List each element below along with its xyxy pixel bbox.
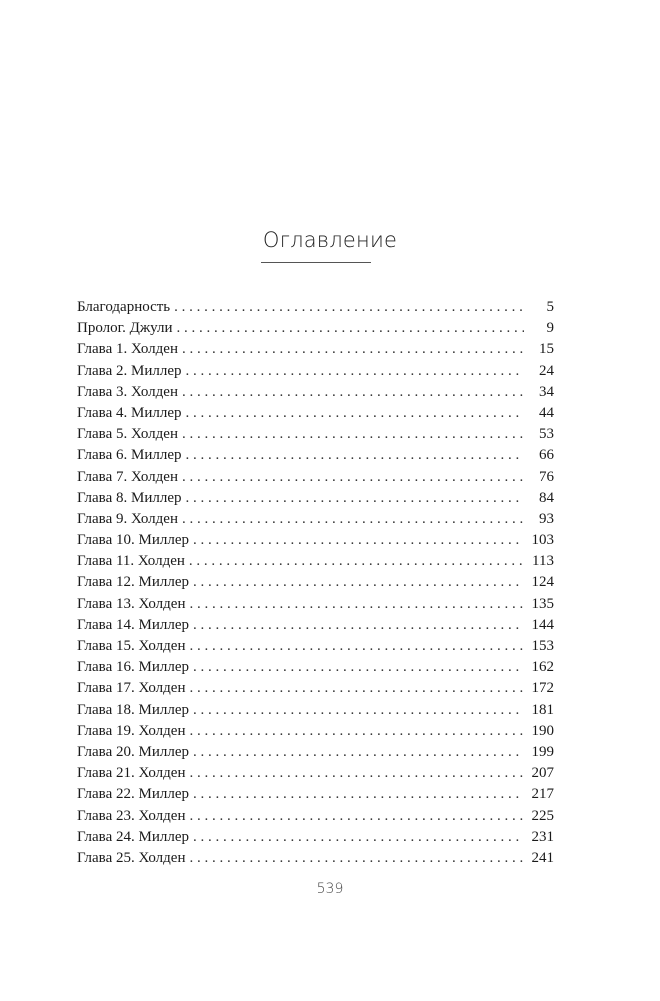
toc-entry-label: Глава 4. Миллер (77, 404, 182, 421)
toc-entry-page: 34 (539, 383, 554, 400)
toc-entry-page: 15 (539, 341, 554, 358)
toc-entry-label: Глава 15. Холден (77, 638, 186, 654)
dot-leader (182, 467, 524, 488)
dot-leader (174, 297, 524, 318)
dot-leader (185, 403, 524, 424)
toc-entry-label: Благодарность (77, 299, 171, 315)
dot-leader (193, 784, 524, 805)
toc-entry[interactable] (77, 403, 554, 424)
toc-entry-page: 66 (539, 447, 554, 464)
dot-leader (182, 509, 524, 530)
toc-entry-label: Глава 11. Холден (77, 553, 185, 570)
toc-entry-label: Глава 8. Миллер (77, 489, 182, 506)
dot-leader (189, 806, 524, 827)
toc-entry-page: 181 (531, 701, 554, 718)
toc-entry-label: Глава 3. Холден (77, 383, 178, 400)
dot-leader (189, 551, 524, 572)
dot-leader (185, 445, 524, 466)
toc-entry-page: 207 (531, 765, 554, 782)
dot-leader (189, 721, 524, 742)
toc-entry-page: 231 (531, 828, 554, 845)
toc-entry-page: 5 (546, 299, 554, 315)
toc-entry[interactable] (77, 339, 554, 360)
dot-leader (193, 742, 524, 763)
toc-entry-label: Глава 13. Холден (77, 595, 186, 612)
toc-entry[interactable] (77, 551, 554, 572)
toc-entry[interactable] (77, 445, 554, 466)
dot-leader (193, 572, 524, 593)
dot-leader (189, 763, 524, 784)
toc-entry-page: 124 (531, 574, 554, 591)
toc-entry[interactable] (77, 848, 554, 869)
toc-entry-page: 190 (531, 722, 554, 739)
toc-entry-label: Глава 20. Миллер (77, 743, 189, 760)
toc-entry[interactable] (77, 636, 554, 657)
dot-leader (189, 678, 524, 699)
toc-entry[interactable] (77, 784, 554, 805)
toc-entry-label: Глава 5. Холден (77, 426, 178, 443)
toc-entry-label: Глава 17. Холден (77, 680, 186, 697)
dot-leader (189, 848, 524, 869)
toc-entry-page: 84 (539, 489, 554, 506)
toc-entry[interactable] (77, 657, 554, 678)
toc-entry-page: 162 (531, 659, 554, 676)
toc-entry-label: Глава 16. Миллер (77, 659, 189, 676)
toc-entry-label: Глава 24. Миллер (77, 828, 189, 845)
toc-entry-page: 76 (539, 468, 554, 485)
dot-leader (193, 657, 524, 678)
toc-entry[interactable] (77, 806, 554, 827)
dot-leader (193, 530, 524, 551)
dot-leader (177, 318, 524, 339)
toc-title: Оглавление (262, 228, 398, 252)
toc-entry-page: 113 (532, 553, 554, 570)
page-number: 539 (316, 881, 344, 897)
toc-entry-page: 103 (531, 532, 554, 549)
toc-entry[interactable] (77, 721, 554, 742)
dot-leader (189, 636, 524, 657)
toc-entry-label: Глава 9. Холден (77, 510, 178, 527)
toc-entry[interactable] (77, 827, 554, 848)
toc-list (77, 297, 554, 869)
dot-leader (193, 827, 524, 848)
toc-entry-label: Глава 21. Холден (77, 765, 186, 782)
dot-leader (182, 424, 524, 445)
toc-entry[interactable] (77, 382, 554, 403)
toc-entry[interactable] (77, 700, 554, 721)
toc-entry-page: 172 (531, 680, 554, 697)
toc-entry[interactable] (77, 678, 554, 699)
toc-entry-label: Глава 10. Миллер (77, 532, 189, 549)
toc-entry-label: Глава 7. Холден (77, 468, 178, 485)
dot-leader (185, 361, 524, 382)
toc-entry[interactable] (77, 297, 554, 318)
dot-leader (193, 700, 524, 721)
toc-entry[interactable] (77, 742, 554, 763)
toc-entry-label: Глава 12. Миллер (77, 574, 189, 591)
toc-entry-label: Глава 1. Холден (77, 341, 178, 358)
dot-leader (182, 382, 524, 403)
toc-entry-page: 44 (539, 404, 554, 421)
toc-entry-label: Глава 18. Миллер (77, 701, 189, 718)
toc-entry-page: 153 (531, 638, 554, 654)
toc-entry[interactable] (77, 488, 554, 509)
toc-entry-page: 9 (546, 320, 554, 337)
dot-leader (182, 339, 524, 360)
toc-entry-page: 93 (539, 510, 554, 527)
toc-entry-page: 53 (539, 426, 554, 443)
toc-entry-label: Глава 23. Холден (77, 807, 186, 824)
toc-entry[interactable] (77, 572, 554, 593)
toc-entry[interactable] (77, 763, 554, 784)
toc-entry-page: 225 (531, 807, 554, 824)
toc-entry[interactable] (77, 615, 554, 636)
toc-entry-page: 144 (531, 616, 554, 633)
toc-entry-page: 199 (531, 743, 554, 760)
toc-entry-page: 241 (531, 849, 554, 866)
toc-entry-label: Глава 22. Миллер (77, 786, 189, 803)
toc-entry[interactable] (77, 467, 554, 488)
title-underline (261, 262, 371, 263)
dot-leader (193, 615, 524, 636)
dot-leader (189, 594, 524, 615)
toc-entry-page: 217 (531, 786, 554, 803)
toc-entry-page: 24 (539, 362, 554, 379)
toc-entry-label: Глава 14. Миллер (77, 616, 189, 633)
toc-entry[interactable] (77, 361, 554, 382)
toc-entry[interactable] (77, 318, 554, 339)
dot-leader (185, 488, 524, 509)
toc-entry[interactable] (77, 594, 554, 615)
toc-entry-label: Глава 6. Миллер (77, 447, 182, 464)
toc-entry[interactable] (77, 509, 554, 530)
toc-entry[interactable] (77, 424, 554, 445)
toc-entry-label: Глава 2. Миллер (77, 362, 182, 379)
toc-entry-label: Глава 19. Холден (77, 722, 186, 739)
toc-entry-label: Пролог. Джули (77, 320, 173, 337)
toc-entry-label: Глава 25. Холден (77, 849, 186, 866)
toc-entry[interactable] (77, 530, 554, 551)
toc-entry-page: 135 (531, 595, 554, 612)
